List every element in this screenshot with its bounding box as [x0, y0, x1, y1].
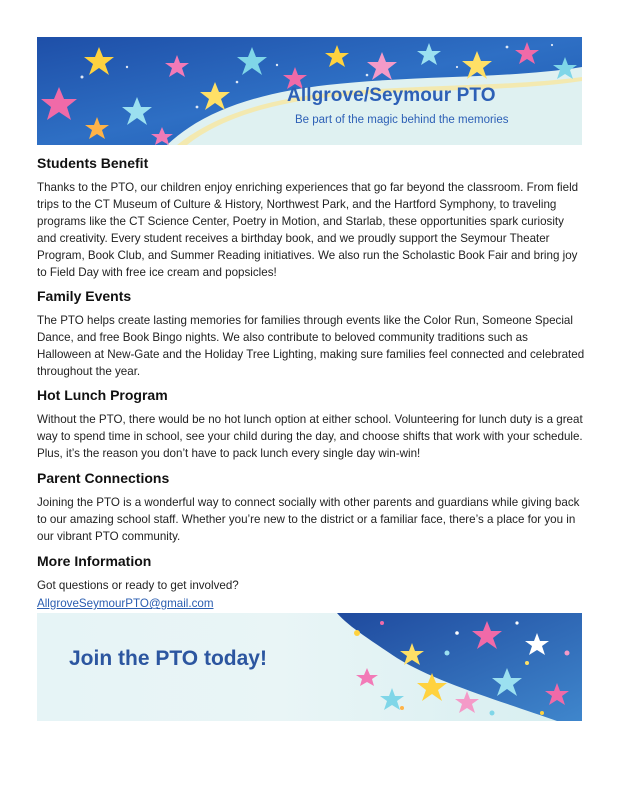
- section-body: The PTO helps create lasting memories for families through events like the Color Run, Someone Special Dance, and free Book Bingo nights. We also contribute to beloved community traditions such as Halloween at New-Gate and the Holiday Tree Lighting, making sure families feel connected and celebrated throughout the year.: [37, 314, 585, 378]
- section-family-events: [37, 288, 585, 380]
- section-hot-lunch: [37, 387, 585, 462]
- header-banner: [37, 37, 582, 145]
- footer-banner: [37, 613, 582, 721]
- section-body: Joining the PTO is a wonderful way to connect socially with other parents and guardians while giving back to our amazing school staff. Whether you’re new to the district or a familiar face, there’s a place for you in our vibrant PTO community.: [37, 496, 580, 543]
- join-cta-text: Join the PTO today!: [69, 647, 267, 670]
- section-body: Without the PTO, there would be no hot lunch option at either school. Volunteering for lunch duty is a great way to spend time in school, see your child during the day, and choose shifts that work with your schedule. Plus, it’s the reason you don’t have to pack lunch every single day win-win!: [37, 413, 583, 460]
- section-body: Thanks to the PTO, our children enjoy enriching experiences that go far beyond the classroom. From field trips to the CT Museum of Culture & History, Northwest Park, and the Hartford Symphony, to traveling programs like the CT Science Center, Poetry in Motion, and Starlab, these opportunities spark curiosity and creativity. Every student receives a birthday book, and we proudly support the Seymour Theater Program, Book Club, and Summer Reading initiatives. We also run the Scholastic Book Fair and bring joy to Field Day with free ice cream and popsicles!: [37, 181, 579, 279]
- banner-title: Allgrove/Seymour PTO: [287, 85, 496, 106]
- section-more-information: [37, 553, 585, 612]
- section-parent-connections: [37, 470, 585, 545]
- section-body: Got questions or ready to get involved?: [37, 579, 239, 592]
- section-heading: Parent Connections: [37, 470, 170, 486]
- banner-tagline: Be part of the magic behind the memories: [295, 114, 509, 126]
- section-students-benefit: [37, 155, 585, 281]
- section-heading: More Information: [37, 553, 152, 569]
- section-heading: Family Events: [37, 288, 132, 304]
- email-link[interactable]: AllgroveSeymourPTO@gmail.com: [37, 597, 214, 610]
- section-heading: Students Benefit: [37, 155, 149, 171]
- section-heading: Hot Lunch Program: [37, 387, 168, 403]
